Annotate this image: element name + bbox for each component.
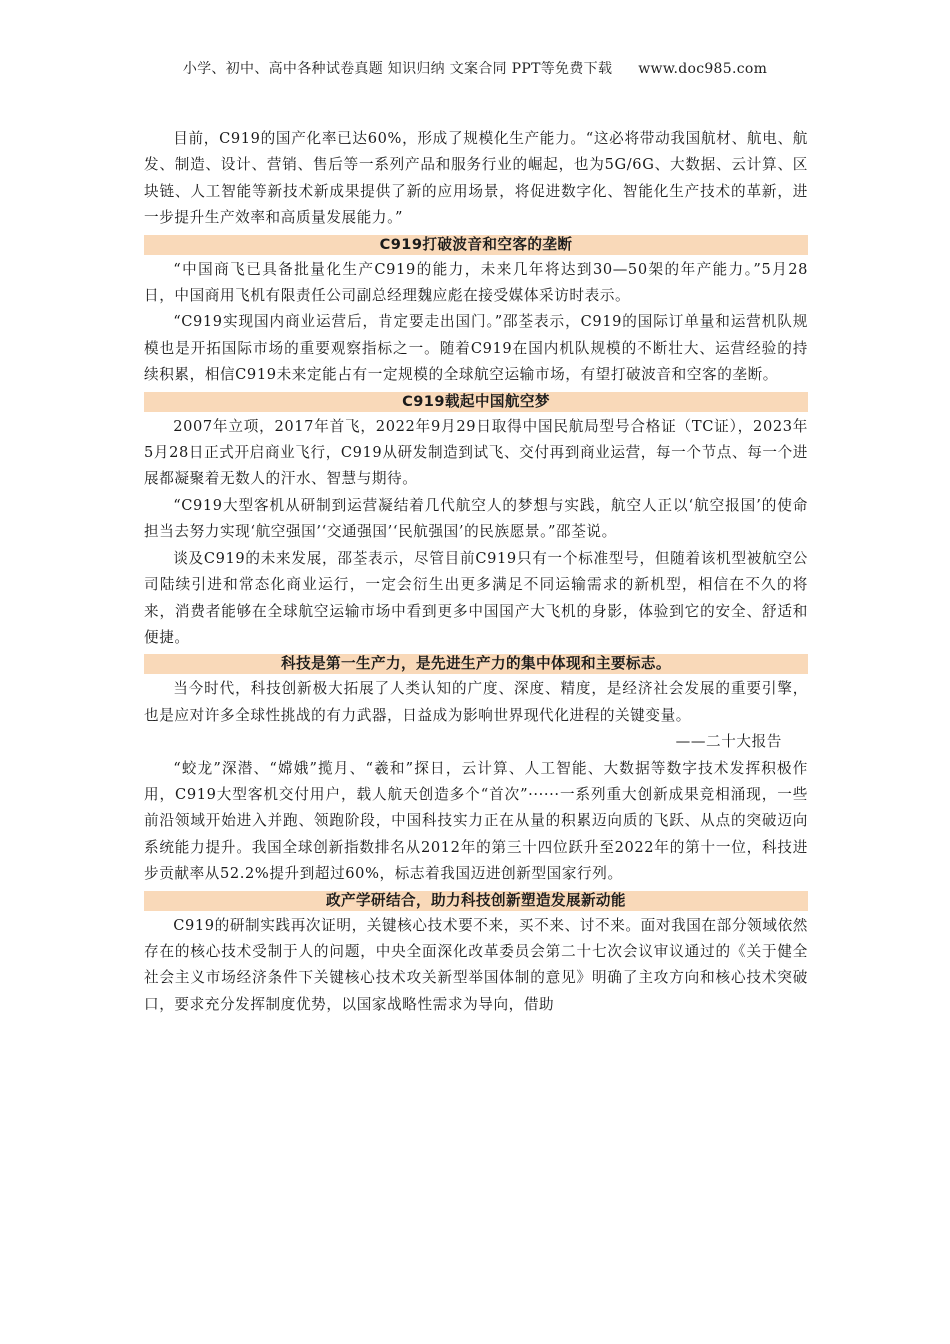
intro-paragraph: 目前，C919的国产化率已达60%，形成了规模化生产能力。“这必将带动我国航材、航电、航发、制造、设计、营销、售后等一系列产品和服务行业的崛起，也为5G/6G、大数据、云计算、区块链、人工智能等新技术新成果提供了新的应用场景，将促进数字化、智能化生产技术的革新，进一步提升生产效率和高质量发展能力。” [144, 130, 808, 227]
paragraph: 2007年立项，2017年首飞，2022年9月29日取得中国民航局型号合格证（TC证），2023年5月28日正式开启商业飞行，C919从研发制造到试飞、交付再到商业运营，每一个节点、每一个进展都凝聚着无数人的汗水、智慧与期待。 [144, 417, 808, 488]
section-heading-3: 科技是第一生产力，是先进生产力的集中体现和主要标志。 [144, 654, 808, 674]
section-heading-1: C919打破波音和空客的垄断 [144, 235, 808, 255]
section-heading-4: 政产学研结合，助力科技创新塑造发展新动能 [144, 891, 808, 911]
quote-attribution: ——二十大报告 [675, 733, 782, 751]
paragraph: 谈及C919的未来发展，邵荃表示，尽管目前C919只有一个标准型号，但随着该机型被航空公司陆续引进和常态化商业运行，一定会衍生出更多满足不同运输需求的新机型，相信在不久的将来，消费者能够在全球航空运输市场中看到更多中国国产大飞机的身影，体验到它的安全、舒适和便捷。 [144, 549, 808, 646]
page-header [0, 58, 950, 78]
paragraph: “蛟龙”深潜、“嫦娥”揽月、“羲和”探日，云计算、人工智能、大数据等数字技术发挥积极作用，C919大型客机交付用户，载人航天创造多个“首次”······一系列重大创新成果竞相涌现，一些前沿领域开始进入并跑、领跑阶段，中国科技实力正在从量的积累迈向质的飞跃、从点的突破迈向系统能力提升。我国全球创新指数排名从2012年的第三十四位跃升至2022年的第十一位，科技进步贡献率从52.2%提升到超过60%，标志着我国迈进创新型国家行列。 [144, 759, 808, 883]
document-body [144, 126, 808, 1018]
paragraph: C919的研制实践再次证明，关键核心技术要不来，买不来、讨不来。面对我国在部分领域依然存在的核心技术受制于人的问题，中央全面深化改革委员会第二十七次会议审议通过的《关于健全社会主义市场经济条件下关键核心技术攻关新型举国体制的意见》明确了主攻方向和核心技术突破口，要求充分发挥制度优势，以国家战略性需求为导向，借助 [144, 916, 808, 1013]
paragraph: “中国商飞已具备批量化生产C919的能力，未来几年将达到30—50架的年产能力。”5月28日，中国商用飞机有限责任公司副总经理魏应彪在接受媒体采访时表示。 [144, 260, 808, 305]
header-site-link[interactable]: www.doc985.com [638, 61, 768, 77]
section-heading-2: C919载起中国航空梦 [144, 392, 808, 412]
paragraph: “C919实现国内商业运营后，肯定要走出国门。”邵荃表示，C919的国际订单量和运营机队规模也是开拓国际市场的重要观察指标之一。随着C919在国内机队规模的不断壮大、运营经验的持续积累，相信C919未来定能占有一定规模的全球航空运输市场，有望打破波音和空客的垄断。 [144, 313, 808, 384]
header-text: 小学、初中、高中各种试卷真题 知识归纳 文案合同 PPT等免费下载 [182, 61, 613, 77]
quote-paragraph: 当今时代，科技创新极大拓展了人类认知的广度、深度、精度，是经济社会发展的重要引擎，也是应对许多全球性挑战的有力武器，日益成为影响世界现代化进程的关键变量。 [144, 680, 808, 724]
paragraph: “C919大型客机从研制到运营凝结着几代航空人的梦想与实践，航空人正以‘航空报国’的使命担当去努力实现‘航空强国’‘交通强国’‘民航强国’的民族愿景。”邵荃说。 [144, 496, 808, 541]
